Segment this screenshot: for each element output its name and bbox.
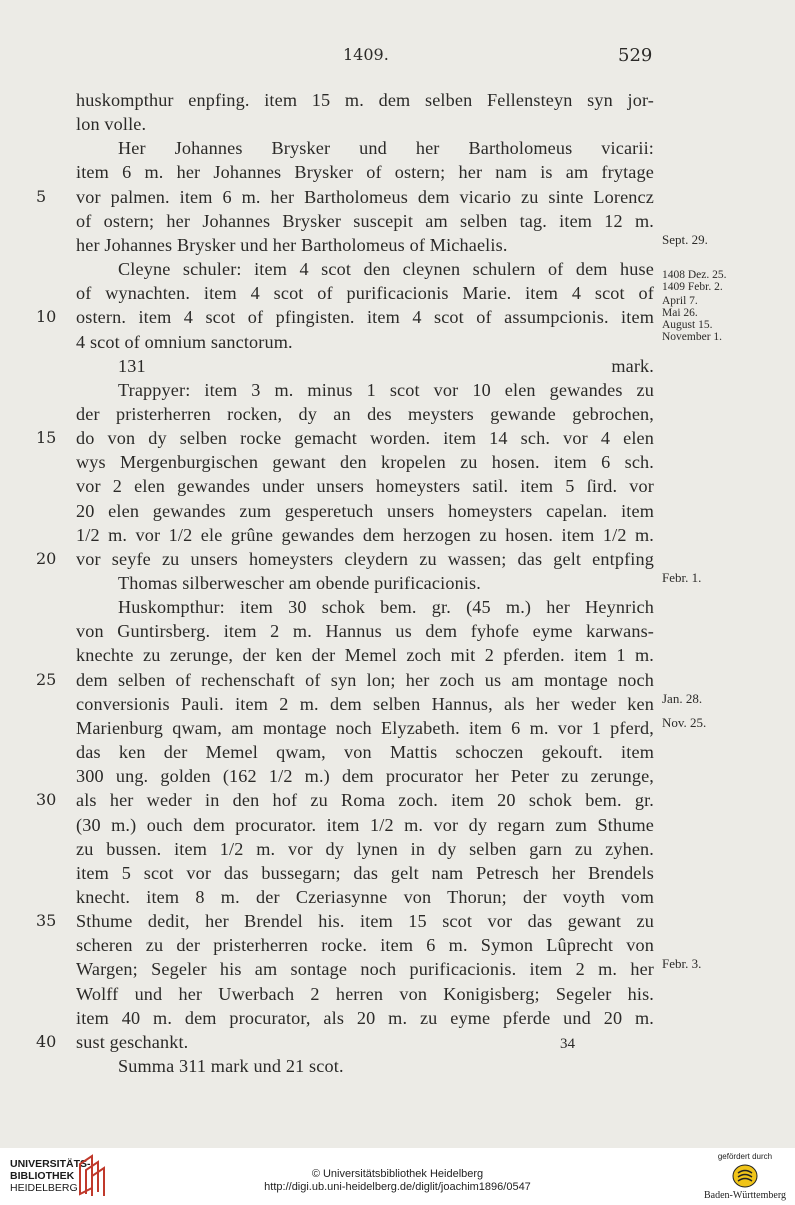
text-line [0,885,795,909]
line-text: knechte zu zerunge, der ken der Memel zoch mit 2 pferden. item 1 m. [76,645,654,666]
line-number: 5 [36,186,47,206]
text-line [0,692,795,716]
line-text: 131 mark. [118,355,654,376]
line-text: huskompthur enpfing. item 15 m. dem selben Fellensteyn syn jor- [76,90,654,110]
line-text: item 40 m. dem procurator, als 20 m. zu eyme pferde und 20 m. [76,1007,654,1028]
text-line [0,547,795,571]
margin-date: Febr. 3. [662,956,702,972]
text-line [0,112,795,136]
text-line [0,957,795,981]
margin-note: 1408 Dez. 25. [662,269,727,281]
text-line [0,643,795,667]
line-text: sust geschankt. [76,1031,189,1052]
margin-note: 1409 Febr. 2. [662,281,723,293]
line-text: 20 elen gewandes zum gesperetuch unsers homeysters capelan. item [76,500,654,521]
text-line [0,982,795,1006]
text-line [0,233,795,257]
text-line [0,354,795,378]
margin-note: Mai 26. [662,307,698,319]
header-year: 1409. [343,45,389,64]
line-text: Sthume dedit, her Brendel his. item 15 scot vor das gewant zu [76,911,654,932]
margin-note: April 7. [662,295,698,307]
sponsor-name: Baden-Württemberg [703,1190,786,1201]
line-text: her Johannes Brysker und her Bartholomeus of Michaelis. [76,234,508,255]
line-number: 10 [36,307,57,327]
text-line [0,740,795,764]
line-text: der pristerherren rocken, dy an des meysters gewande gebrochen, [76,403,654,424]
line-text: 300 ung. golden (162 1/2 m.) dem procurator her Peter zu zerunge, [76,766,654,787]
text-line [0,668,795,692]
margin-date: Febr. 1. [662,570,702,585]
copyright-text: © Universitätsbibliothek Heidelberg [311,1168,484,1180]
line-text: als her weder in den hof zu Roma zoch. item 20 schok bem. gr. [76,790,654,811]
line-text: Thomas silberwescher am obende purificacionis. [118,573,481,593]
line-text: das ken der Memel qwam, von Mattis schoczen gekouft. item [76,742,654,762]
line-text: conversionis Pauli. item 2 m. dem selben Hannus, als her weder ken [76,693,654,714]
line-text: Wargen; Segeler his am sontage noch purificacionis. item 2 m. her [76,959,654,980]
line-number: 35 [36,911,57,931]
line-number: 40 [36,1031,57,1051]
line-text: Cleyne schuler: item 4 scot den cleynen schulern of dem huse [118,259,654,279]
text-line [0,595,795,619]
logo-line: UNIVERSITÄTS- [10,1158,91,1170]
text-line [0,209,795,233]
line-text: item 5 scot vor das bussegarn; das gelt nam Petresch her Brendels [76,862,654,883]
running-head [0,45,795,69]
line-text: Trappyer: item 3 m. minus 1 scot vor 10 elen gewandes zu [118,379,654,400]
line-text: 1/2 m. vor 1/2 ele grûne gewandes dem herzogen zu hosen. item 1/2 m. [76,524,654,545]
line-text: vor palmen. item 6 m. her Bartholomeus dem vicario zu sinte Lorencz [76,186,654,207]
margin-date: Sept. 29. [662,231,708,247]
page-number: 529 [618,45,653,66]
text-line [0,523,795,547]
line-text: 4 scot of omnium sanctorum. [76,331,293,352]
line-text: Summa 311 mark und 21 scot. [118,1056,344,1076]
line-text: zu bussen. item 1/2 m. vor dy lynen in dy selben garn zu zyhen. [76,838,654,859]
line-text: ostern. item 4 scot of pfingisten. item 4 scot of assumpcionis. item [76,307,654,328]
line-text: Marienburg qwam, am montage noch Elyzabeth. item 6 m. vor 1 pferd, [76,717,654,738]
text-line [0,426,795,450]
text-line [0,402,795,426]
margin-note: August 15. [662,319,713,331]
line-text: Huskompthur: item 30 schok bem. gr. (45 m.) her Heynrich [118,597,654,618]
permalink[interactable]: http://digi.ub.uni-heidelberg.de/diglit/joachim1896/0547 [264,1181,531,1193]
text-line [0,861,795,885]
text-line [0,788,795,812]
line-text: wys Mergenburgischen gewant den kropelen zu hosen. item 6 sch. [76,452,654,473]
text-line [0,450,795,474]
line-text: Wolff und her Uwerbach 2 herren von Konigisberg; Segeler his. [76,983,654,1004]
text-line [0,716,795,740]
line-text: scheren zu der pristerherren rocke. item 6 m. Symon Lûprecht von [76,935,654,956]
text-line [0,474,795,498]
line-text: dem selben of rechenschaft of syn lon; her zoch us am montage noch [76,669,654,690]
line-text: of ostern; her Johannes Brysker suscepit am selben tag. item 12 m. [76,210,654,231]
text-line [0,909,795,933]
line-number: 20 [36,548,57,568]
text-line [0,764,795,788]
footer-bar [0,1148,795,1205]
line-text: vor seyfe zu unsers homeysters cleydern zu wassen; das gelt entpfing [76,548,654,569]
text-line [0,619,795,643]
text-line [0,933,795,957]
text-line [0,813,795,837]
line-text: vor 2 elen gewandes under unsers homeysters satil. item 5 ſird. vor [76,476,654,497]
text-line [0,185,795,209]
logo-line: BIBLIOTHEK [10,1170,75,1182]
line-text: of wynachten. item 4 scot of purificacionis Marie. item 4 scot of [76,283,654,304]
sponsor-block [700,1152,790,1201]
logo-line: HEIDELBERG [10,1182,78,1194]
line-number: 30 [36,790,57,810]
line-text: (30 m.) ouch dem procurator. item 1/2 m. vor dy regarn zum Sthume [76,814,654,835]
state-emblem-icon [732,1164,758,1188]
text-line [0,88,795,112]
text-line [0,1006,795,1030]
line-number: 15 [36,428,57,448]
copyright-notice [0,1168,795,1194]
line-text: lon volle. [76,114,147,135]
margin-date: Jan. 28. [662,690,703,706]
margin-note: November 1. [662,331,723,343]
text-line [0,1054,795,1078]
line-text: von Guntirsberg. item 2 m. Hannus us dem fyhofe eyme karwans- [76,621,654,642]
text-line [0,1030,795,1054]
text-line [0,160,795,184]
line-text: item 6 m. her Johannes Brysker of ostern; her nam is am frytage [76,162,654,183]
text-line [0,136,795,160]
text-line [0,499,795,523]
line-number: 25 [36,669,57,689]
line-text: Her Johannes Brysker und her Bartholomeus vicarii: [118,138,654,159]
line-text: knecht. item 8 m. der Czeriasynne von Thorun; der voyth vom [76,886,654,907]
sponsor-label: gefördert durch [717,1152,773,1161]
text-line [0,571,795,595]
signature-mark: 34 [560,1036,575,1052]
margin-date: Nov. 25. [662,714,707,730]
text-line [0,837,795,861]
line-text: do von dy selben rocke gemacht worden. item 14 sch. vor 4 elen [76,428,654,449]
text-line [0,378,795,402]
